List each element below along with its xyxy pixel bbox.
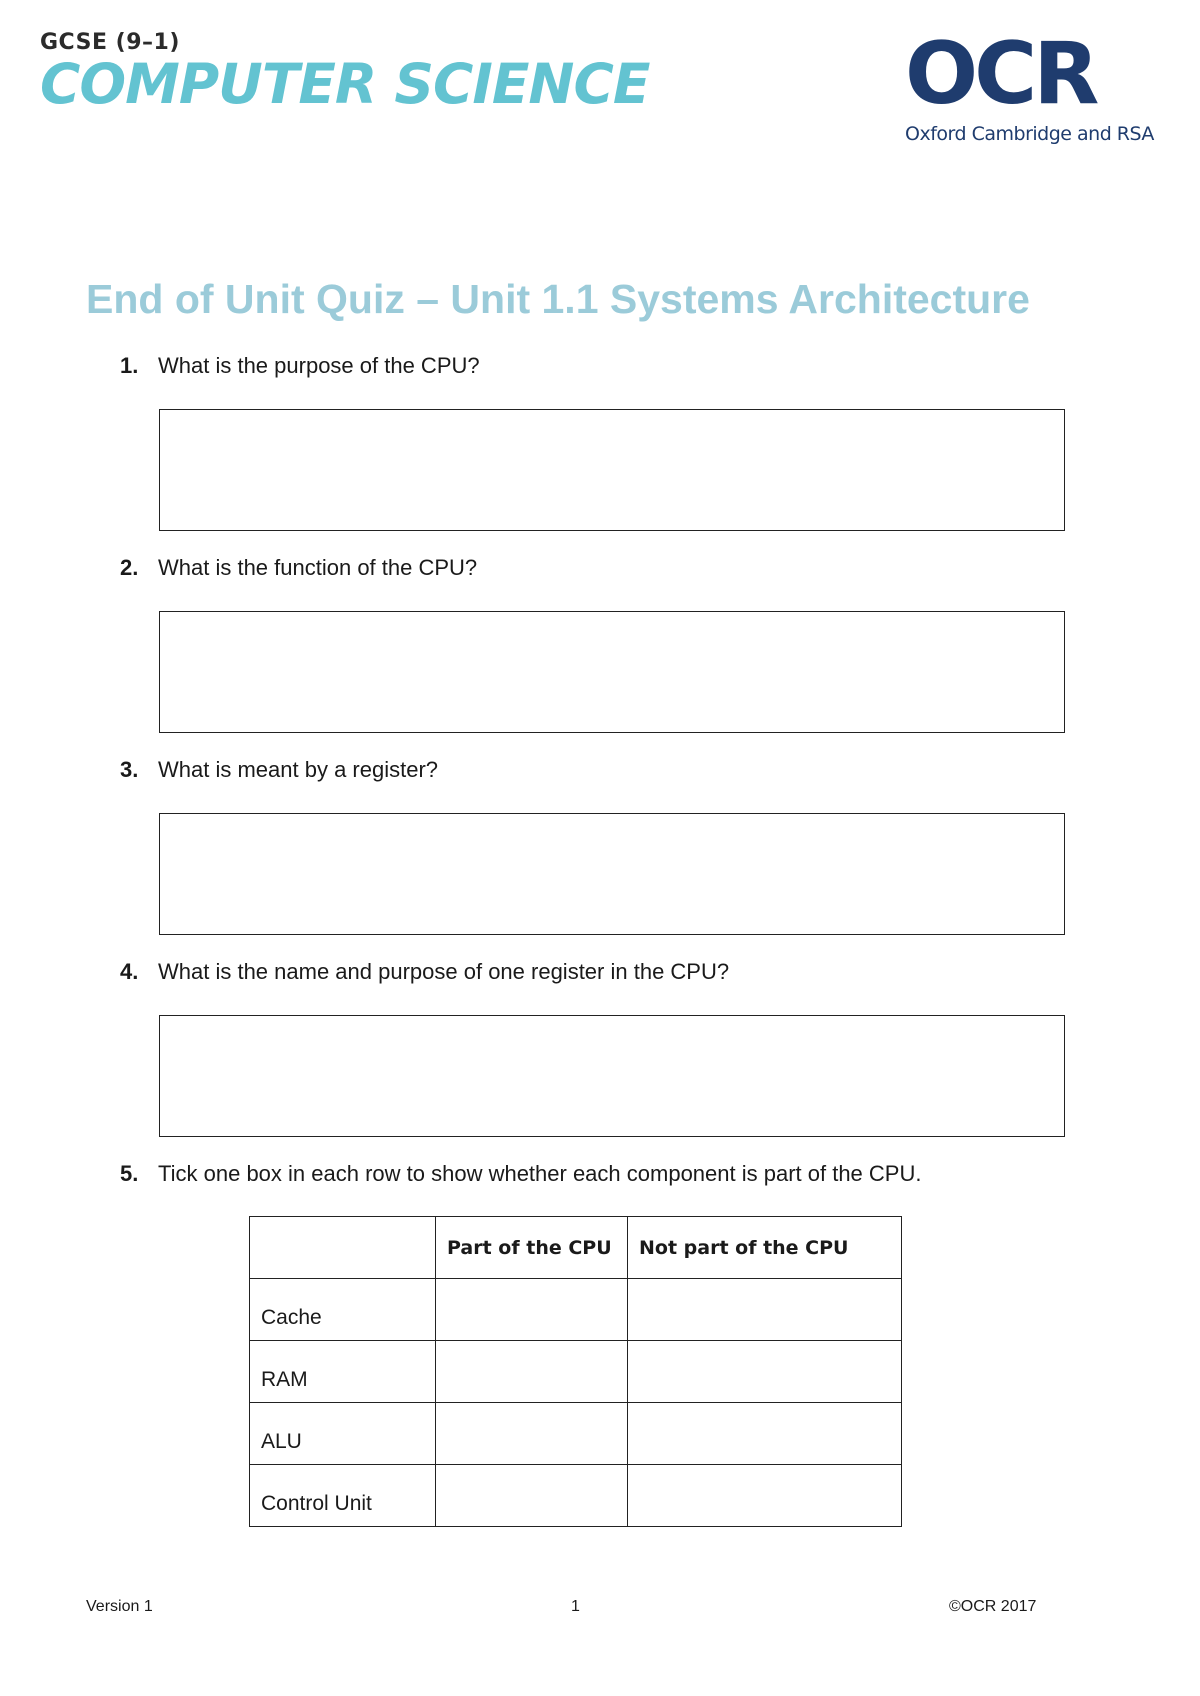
tick-box-not-part-of-cpu[interactable] bbox=[628, 1279, 902, 1341]
component-label: Control Unit bbox=[250, 1465, 436, 1527]
table-header-row bbox=[250, 1217, 902, 1279]
table-header-blank bbox=[250, 1217, 436, 1279]
footer-copyright: ©OCR 2017 bbox=[949, 1598, 1037, 1615]
tick-box-not-part-of-cpu[interactable] bbox=[628, 1403, 902, 1465]
component-label: Cache bbox=[250, 1279, 436, 1341]
question-5 bbox=[120, 1161, 1080, 1187]
question-number: 3. bbox=[120, 757, 139, 782]
question-2 bbox=[120, 555, 1080, 581]
tick-box-part-of-cpu[interactable] bbox=[436, 1341, 628, 1403]
table-row bbox=[250, 1341, 902, 1403]
ocr-logo-mark: OCR bbox=[905, 24, 1096, 124]
answer-box-1[interactable] bbox=[159, 409, 1065, 531]
tick-box-part-of-cpu[interactable] bbox=[436, 1465, 628, 1527]
subject-title: COMPUTER SCIENCE bbox=[40, 52, 650, 116]
footer-version: Version 1 bbox=[86, 1598, 153, 1615]
qualification-label: GCSE (9–1) bbox=[40, 30, 180, 55]
table-header-part-of-cpu: Part of the CPU bbox=[436, 1217, 628, 1279]
question-text: What is the purpose of the CPU? bbox=[158, 353, 480, 378]
question-3 bbox=[120, 757, 1080, 783]
question-number: 2. bbox=[120, 555, 139, 580]
table-row bbox=[250, 1403, 902, 1465]
table-row bbox=[250, 1465, 902, 1527]
tick-box-part-of-cpu[interactable] bbox=[436, 1403, 628, 1465]
question-text: What is the function of the CPU? bbox=[158, 555, 478, 580]
page-title: End of Unit Quiz – Unit 1.1 Systems Architecture bbox=[86, 276, 1030, 322]
table-row bbox=[250, 1279, 902, 1341]
cpu-components-table bbox=[249, 1216, 902, 1527]
answer-box-4[interactable] bbox=[159, 1015, 1065, 1137]
ocr-logo-subtitle: Oxford Cambridge and RSA bbox=[905, 123, 1154, 146]
tick-box-not-part-of-cpu[interactable] bbox=[628, 1465, 902, 1527]
table-header-not-part-of-cpu: Not part of the CPU bbox=[628, 1217, 902, 1279]
question-text: What is meant by a register? bbox=[158, 757, 439, 782]
ocr-logo bbox=[905, 24, 1160, 146]
question-text: What is the name and purpose of one register in the CPU? bbox=[158, 959, 730, 984]
footer-page-number: 1 bbox=[571, 1598, 580, 1615]
answer-box-2[interactable] bbox=[159, 611, 1065, 733]
question-number: 4. bbox=[120, 959, 139, 984]
question-number: 5. bbox=[120, 1161, 139, 1186]
tick-box-not-part-of-cpu[interactable] bbox=[628, 1341, 902, 1403]
answer-box-3[interactable] bbox=[159, 813, 1065, 935]
header-branding bbox=[40, 30, 650, 116]
component-label: RAM bbox=[250, 1341, 436, 1403]
tick-box-part-of-cpu[interactable] bbox=[436, 1279, 628, 1341]
question-4 bbox=[120, 959, 1080, 985]
component-label: ALU bbox=[250, 1403, 436, 1465]
question-text: Tick one box in each row to show whether each component is part of the CPU. bbox=[158, 1161, 922, 1186]
question-1 bbox=[120, 353, 1080, 379]
question-number: 1. bbox=[120, 353, 139, 378]
